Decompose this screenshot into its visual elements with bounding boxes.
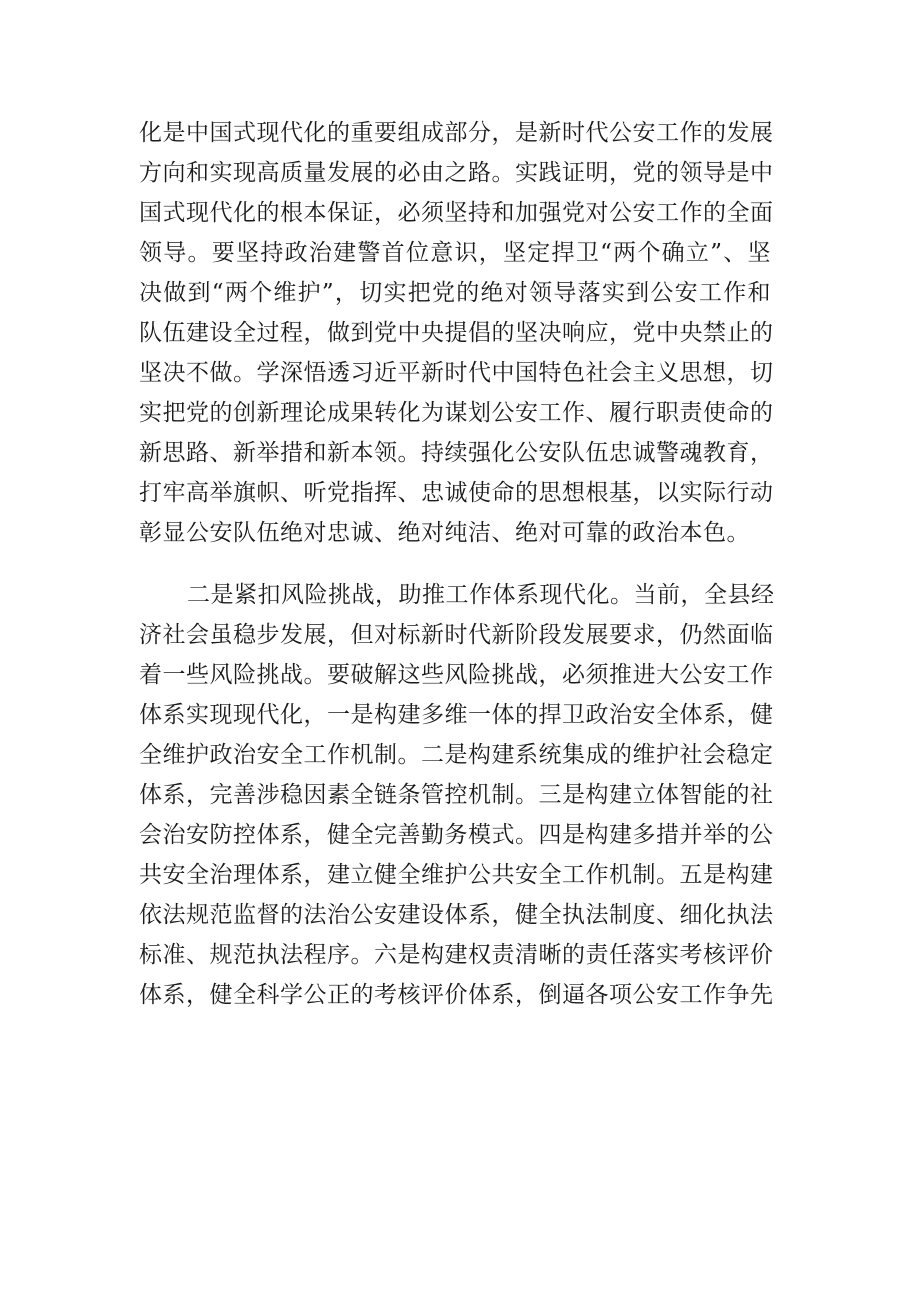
paragraph-line: 国式现代化的根本保证，必须坚持和加强党对公安工作的全面 bbox=[139, 200, 774, 226]
paragraph-line: 标准、规范执法程序。六是构建权责清晰的责任落实考核评价 bbox=[139, 942, 774, 968]
paragraph-2 bbox=[139, 575, 775, 1015]
paragraph-line: 方向和实现高质量发展的必由之路。实践证明，党的领导是中 bbox=[139, 160, 774, 186]
paragraph-line: 依法规范监督的法治公安建设体系，健全执法制度、细化执法 bbox=[139, 902, 774, 928]
paragraph-line: 共安全治理体系，建立健全维护公共安全工作机制。五是构建 bbox=[139, 862, 774, 888]
paragraph-line: 二是紧扣风险挑战，助推工作体系现代化。当前，全县经 bbox=[187, 582, 775, 608]
paragraph-line: 打牢高举旗帜、听党指挥、忠诚使命的思想根基，以实际行动 bbox=[139, 480, 774, 506]
paragraph-line: 坚决不做。学深悟透习近平新时代中国特色社会主义思想，切 bbox=[139, 360, 774, 386]
paragraph-line: 队伍建设全过程，做到党中央提倡的坚决响应，党中央禁止的 bbox=[139, 320, 774, 346]
paragraph-line: 化是中国式现代化的重要组成部分，是新时代公安工作的发展 bbox=[139, 120, 774, 146]
paragraph-line: 济社会虽稳步发展，但对标新时代新阶段发展要求，仍然面临 bbox=[139, 622, 774, 648]
document-body bbox=[139, 113, 775, 1015]
paragraph-line: 决做到“两个维护”，切实把党的绝对领导落实到公安工作和 bbox=[139, 280, 771, 306]
paragraph-line: 体系，健全科学公正的考核评价体系，倒逼各项公安工作争先 bbox=[139, 982, 774, 1008]
paragraph-line: 着一些风险挑战。要破解这些风险挑战，必须推进大公安工作 bbox=[139, 662, 774, 688]
paragraph-line: 会治安防控体系，健全完善勤务模式。四是构建多措并举的公 bbox=[139, 822, 774, 848]
paragraph-line: 全维护政治安全工作机制。二是构建系统集成的维护社会稳定 bbox=[139, 742, 774, 768]
paragraph-line: 领导。要坚持政治建警首位意识，坚定捍卫“两个确立”、坚 bbox=[139, 240, 771, 266]
paragraph-line: 彰显公安队伍绝对忠诚、绝对纯洁、绝对可靠的政治本色。 bbox=[139, 520, 750, 546]
paragraph-1 bbox=[139, 113, 774, 553]
paragraph-line: 体系，完善涉稳因素全链条管控机制。三是构建立体智能的社 bbox=[139, 782, 774, 808]
paragraph-line: 新思路、新举措和新本领。持续强化公安队伍忠诚警魂教育， bbox=[139, 440, 774, 466]
paragraph-line: 体系实现现代化，一是构建多维一体的捍卫政治安全体系，健 bbox=[139, 702, 774, 728]
paragraph-spacer bbox=[139, 553, 771, 575]
paragraph-line: 实把党的创新理论成果转化为谋划公安工作、履行职责使命的 bbox=[139, 400, 774, 426]
